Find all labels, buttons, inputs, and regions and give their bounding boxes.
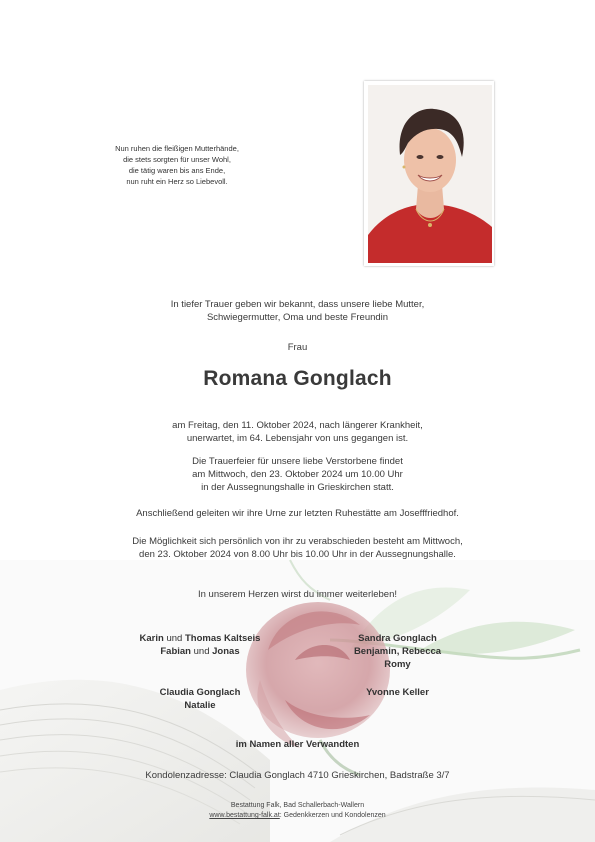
death-notice-line: am Freitag, den 11. Oktober 2024, nach längerer Krankheit,	[172, 420, 423, 431]
death-notice	[0, 419, 595, 445]
mourner-group-4	[320, 686, 475, 699]
farewell-info	[0, 535, 595, 561]
mourner-name: Benjamin, Rebecca	[353, 646, 442, 657]
ceremony-line: am Mittwoch, den 23. Oktober 2024 um 10.00 Uhr	[192, 469, 403, 480]
funeral-home: Bestattung Falk, Bad Schallerbach-Wallern	[230, 802, 365, 809]
mourner-group-1	[110, 632, 290, 658]
mourner-line	[110, 632, 290, 645]
intro-text	[0, 298, 595, 324]
footer-text: : Gedenkkerzen und Kondolenzen	[279, 812, 386, 819]
intro-line: In tiefer Trauer geben wir bekannt, dass unsere liebe Mutter,	[170, 299, 425, 310]
relatives-line: im Namen aller Verwandten	[235, 739, 360, 750]
mourner-name: Natalie	[184, 700, 216, 711]
poem-line: die stets sorgten für unser Wohl,	[123, 155, 231, 164]
salutation: Frau	[287, 342, 308, 353]
poem-line: Nun ruhen die fleißigen Mutterhände,	[115, 144, 239, 153]
burial-info: Anschließend geleiten wir ihre Urne zur letzten Ruhestätte am Josefffriedhof.	[136, 508, 459, 519]
mourner-name: Jonas	[212, 646, 240, 657]
website-link[interactable]: www.bestattung-falk.at	[209, 812, 280, 819]
mourner-group-2	[320, 632, 475, 671]
mourner-name: Romy	[384, 659, 411, 670]
conjunction: und	[191, 646, 213, 657]
footer	[0, 801, 595, 821]
ceremony-line: Die Trauerfeier für unsere liebe Verstorbene findet	[192, 456, 403, 467]
ceremony-info	[0, 455, 595, 494]
ceremony-line: in der Aussegnungshalle in Grieskirchen statt.	[201, 482, 394, 493]
farewell-line: den 23. Oktober 2024 von 8.00 Uhr bis 10.00 Uhr in der Aussegnungshalle.	[139, 549, 456, 560]
mourner-name: Karin	[139, 633, 164, 644]
portrait-photo	[368, 85, 492, 263]
poem-line: die tätig waren bis ans Ende,	[128, 166, 226, 175]
mourner-name: Claudia Gonglach	[159, 687, 241, 698]
poem-line: nun ruht ein Herz so Liebevoll.	[126, 177, 228, 186]
condolence-address: Kondolenzadresse: Claudia Gonglach 4710 Grieskirchen, Badstraße 3/7	[145, 770, 450, 781]
deceased-name: Romana Gonglach	[203, 367, 392, 390]
intro-line: Schwiegermutter, Oma und beste Freundin	[206, 312, 389, 323]
memorial-poem	[92, 143, 262, 187]
mourner-name: Sandra Gonglach	[358, 633, 437, 644]
mourner-group-3	[110, 686, 290, 712]
footer-line	[0, 811, 595, 821]
mourner-name: Fabian	[160, 646, 191, 657]
death-notice-line: unerwartet, im 64. Lebensjahr von uns gegangen ist.	[186, 433, 409, 444]
mourner-line	[110, 645, 290, 658]
conjunction: und	[163, 633, 185, 644]
mourner-name: Yvonne Keller	[366, 687, 429, 698]
farewell-line: Die Möglichkeit sich persönlich von ihr zu verabschieden besteht am Mittwoch,	[132, 536, 463, 547]
mourner-name: Thomas Kaltseis	[184, 633, 261, 644]
memorial-line: In unserem Herzen wirst du immer weiterleben!	[197, 589, 398, 600]
